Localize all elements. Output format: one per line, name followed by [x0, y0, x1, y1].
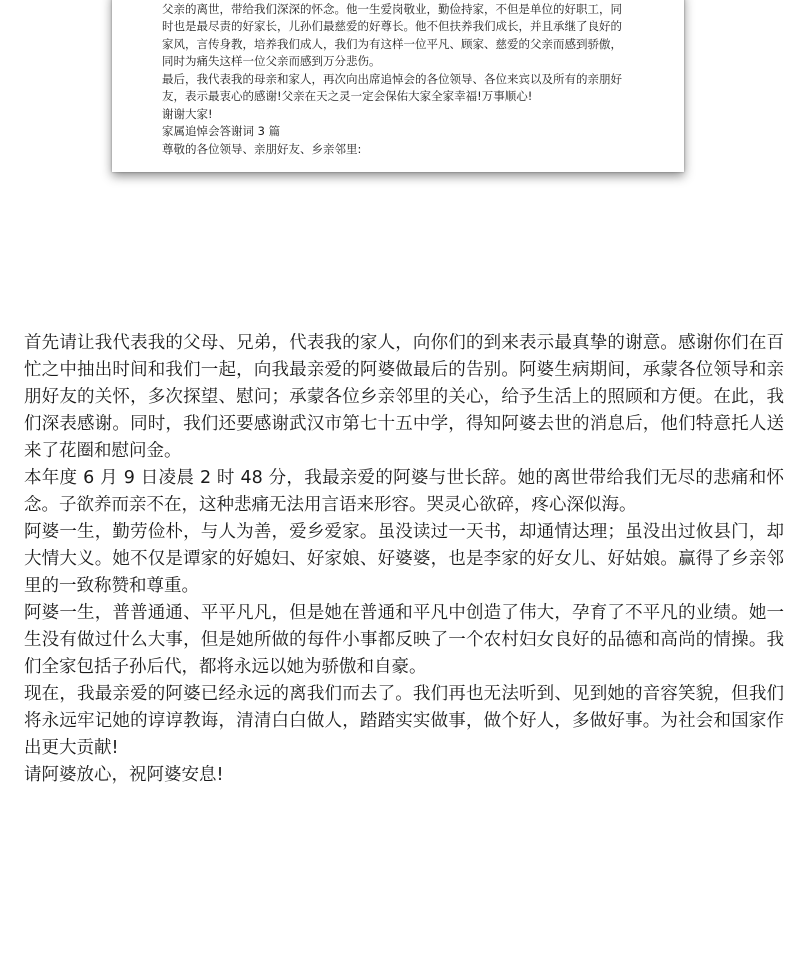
- preview-line: 同时为痛失这样一位父亲而感到万分悲伤。: [162, 54, 381, 68]
- body-paragraph: 本年度 6 月 9 日凌晨 2 时 48 分，我最亲爱的阿婆与世长辞。她的离世带给我们无尽的悲痛和怀念。子欲养而亲不在，这种悲痛无法用言语来形容。哭灵心欲碎，疼心深似海。: [24, 468, 784, 515]
- document-preview-area: [0, 0, 800, 200]
- document-body: [24, 330, 784, 789]
- preview-line: 尊敬的各位领导、亲朋好友、乡亲邻里:: [162, 141, 362, 156]
- preview-text-lines: [162, 0, 684, 158]
- body-paragraph: 请阿婆放心，祝阿婆安息!: [24, 765, 224, 785]
- preview-line: 父亲的离世，带给我们深深的怀念。他一生爱岗敬业，勤俭持家，不但是单位的好职工，同: [162, 1, 622, 16]
- document-preview-page: [112, 0, 684, 172]
- body-paragraph: 首先请让我代表我的父母、兄弟，代表我的家人，向你们的到来表示最真挚的谢意。感谢你们在百忙之中抽出时间和我们一起，向我最亲爱的阿婆做最后的告别。阿婆生病期间，承蒙各位领导和亲朋好友的关怀，多次探望、慰问；承蒙各位乡亲邻里的关心，给予生活上的照顾和方便。在此，我们深表感谢。同时，我们还要感谢武汉市第七十五中学，得知阿婆去世的消息后，他们特意托人送来了花圈和慰问金。: [24, 333, 784, 461]
- preview-line: 谢谢大家!: [162, 106, 213, 121]
- body-paragraph: 现在，我最亲爱的阿婆已经永远的离我们而去了。我们再也无法听到、见到她的音容笑貌，但我们将永远牢记她的谆谆教诲，清清白白做人，踏踏实实做事，做个好人，多做好事。为社会和国家作出更大贡献!: [24, 684, 784, 758]
- preview-line: 家属追悼会答谢词 3 篇: [162, 124, 281, 138]
- preview-line: 友，表示最衷心的感谢!父亲在天之灵一定会保佑大家全家幸福!万事顺心!: [162, 89, 533, 103]
- preview-line: 时也是最尽责的好家长，儿孙们最慈爱的好尊长。他不但扶养我们成长，并且承继了良好的: [162, 19, 622, 33]
- preview-line: 最后，我代表我的母亲和家人，再次向出席追悼会的各位领导、各位来宾以及所有的亲朋好: [162, 71, 622, 86]
- body-paragraph: 阿婆一生，普普通通、平平凡凡，但是她在普通和平凡中创造了伟大，孕育了不平凡的业绩。她一生没有做过什么大事，但是她所做的每件小事都反映了一个农村妇女良好的品德和高尚的情操。我们全家包括子孙后代，都将永远以她为骄傲和自豪。: [24, 603, 784, 677]
- preview-line: 家风，言传身教，培养我们成人，我们为有这样一位平凡、顾家、慈爱的父亲而感到骄傲，: [162, 36, 622, 51]
- body-paragraph: 阿婆一生，勤劳俭朴，与人为善，爱乡爱家。虽没读过一天书，却通情达理；虽没出过攸县门，却大情大义。她不仅是谭家的好媳妇、好家娘、好婆婆，也是李家的好女儿、好姑娘。赢得了乡亲邻里的一致称赞和尊重。: [24, 522, 784, 596]
